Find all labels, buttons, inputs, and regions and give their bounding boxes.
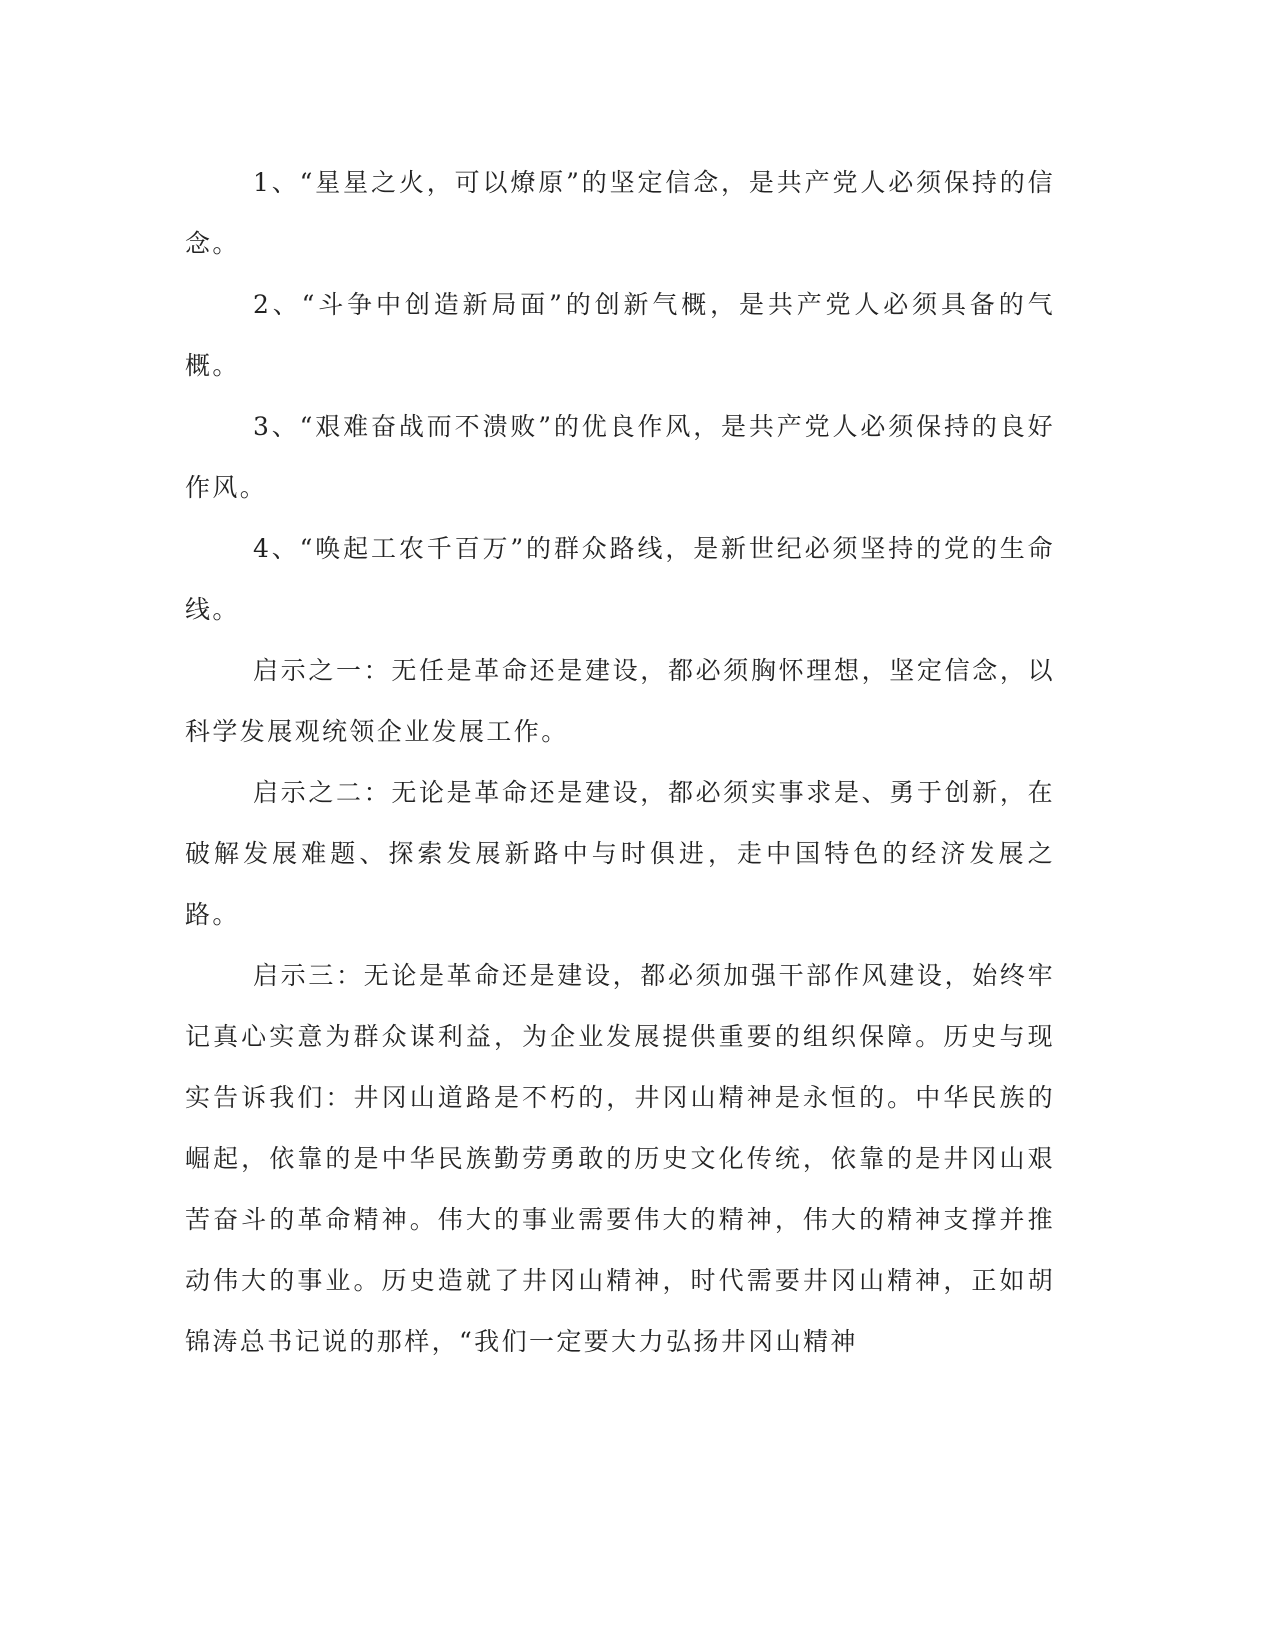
document-body bbox=[185, 152, 1055, 1372]
paragraph-insight-1: 启示之一：无任是革命还是建设，都必须胸怀理想，坚定信念，以科学发展观统领企业发展工作。 bbox=[185, 656, 1055, 746]
paragraph-point-2: 2、“斗争中创造新局面”的创新气概，是共产党人必须具备的气概。 bbox=[185, 290, 1055, 380]
paragraph-insight-3: 启示三：无论是革命还是建设，都必须加强干部作风建设，始终牢记真心实意为群众谋利益，为企业发展提供重要的组织保障。历史与现实告诉我们：井冈山道路是不朽的，井冈山精神是永恒的。中华民族的崛起，依靠的是中华民族勤劳勇敢的历史文化传统，依靠的是井冈山艰苦奋斗的革命精神。伟大的事业需要伟大的精神，伟大的精神支撑并推动伟大的事业。历史造就了井冈山精神，时代需要井冈山精神，正如胡锦涛总书记说的那样，“我们一定要大力弘扬井冈山精神 bbox=[185, 961, 1055, 1356]
paragraph-point-4: 4、“唤起工农千百万”的群众路线，是新世纪必须坚持的党的生命线。 bbox=[185, 534, 1055, 624]
paragraph-point-3: 3、“艰难奋战而不溃败”的优良作风，是共产党人必须保持的良好作风。 bbox=[185, 412, 1055, 502]
paragraph-insight-2: 启示之二：无论是革命还是建设，都必须实事求是、勇于创新，在破解发展难题、探索发展新路中与时俱进，走中国特色的经济发展之路。 bbox=[185, 778, 1055, 929]
paragraph-point-1: 1、“星星之火，可以燎原”的坚定信念，是共产党人必须保持的信念。 bbox=[185, 168, 1055, 258]
